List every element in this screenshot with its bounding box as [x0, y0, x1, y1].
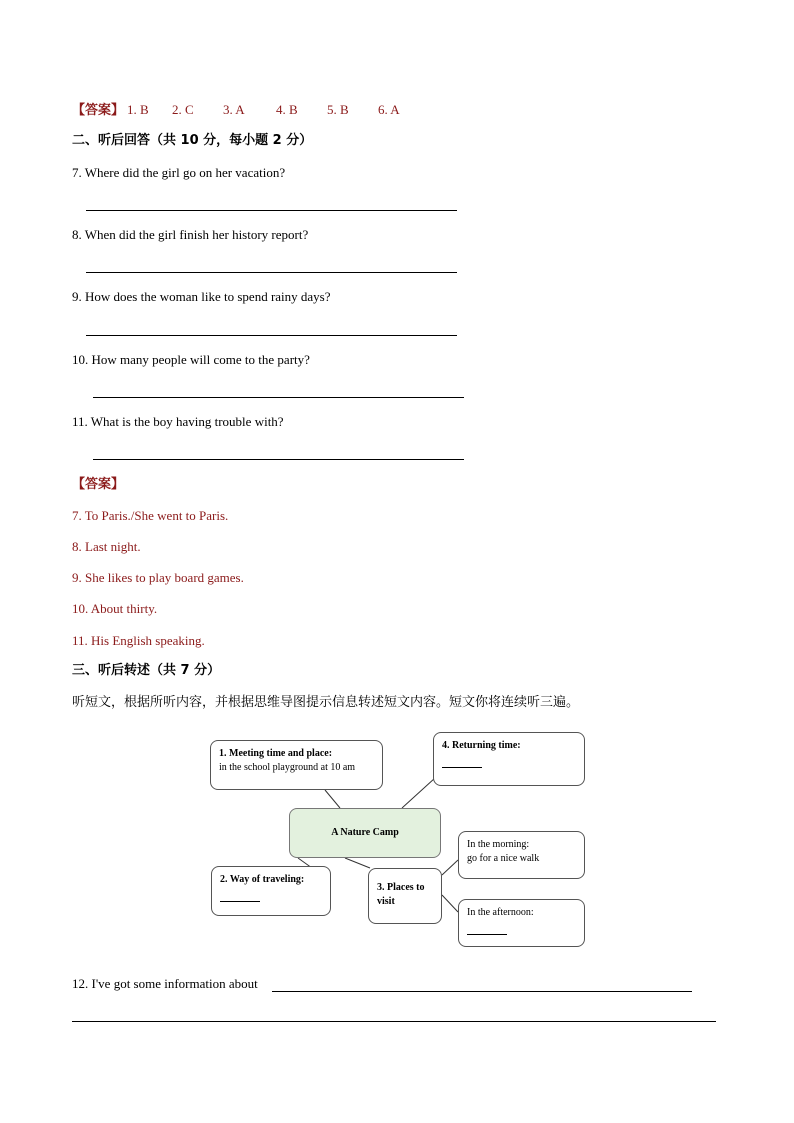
answer-label-2: 【答案】	[72, 477, 125, 492]
mindmap-node-traveling	[211, 866, 331, 916]
answer-item: 6. A	[378, 102, 400, 117]
mindmap-node-morning	[458, 831, 585, 879]
mindmap-node-meeting	[210, 740, 383, 790]
answer-item: 4. B	[276, 102, 298, 117]
question-12: 12. I've got some information about	[72, 976, 258, 991]
morning-title: In the morning:	[467, 839, 530, 850]
node-title: 4. Returning time:	[442, 740, 521, 751]
blank-traveling[interactable]	[220, 891, 260, 902]
answer-10: 10. About thirty.	[72, 601, 158, 616]
question-8: 8. When did the girl finish her history report?	[72, 227, 309, 242]
node-title: 2. Way of traveling:	[220, 874, 305, 885]
mindmap-node-places	[368, 868, 442, 924]
answer-8: 8. Last night.	[72, 539, 141, 554]
question-7: 7. Where did the girl go on her vacation?	[72, 165, 286, 180]
answer-7: 7. To Paris./She went to Paris.	[72, 508, 229, 523]
morning-text: go for a nice walk	[467, 853, 540, 864]
question-9: 9. How does the woman like to spend rainy days?	[72, 289, 331, 304]
node-title: 1. Meeting time and place:	[219, 748, 333, 759]
answer-item: 5. B	[327, 102, 349, 117]
answer-line-12a[interactable]	[272, 991, 692, 992]
question-11: 11. What is the boy having trouble with?	[72, 414, 284, 429]
node-text: in the school playground at 10 am	[219, 762, 356, 773]
mindmap-node-afternoon	[458, 899, 585, 947]
answer-11: 11. His English speaking.	[72, 633, 205, 648]
node-title: 3. Places to visit	[377, 882, 425, 907]
answer-item: 2. C	[172, 102, 194, 117]
center-label: A Nature Camp	[331, 827, 399, 838]
section-2-heading: 二、听后回答（共 10 分，每小题 2 分）	[72, 133, 313, 148]
afternoon-title: In the afternoon:	[467, 907, 534, 918]
answer-line-12b[interactable]	[72, 1021, 716, 1022]
mindmap-node-returning	[433, 732, 585, 786]
answer-9: 9. She likes to play board games.	[72, 570, 244, 585]
section-3-heading: 三、听后转述（共 7 分）	[72, 663, 221, 678]
mindmap-center	[289, 808, 441, 858]
answer-item: 1. B	[127, 102, 149, 117]
answer-label: 【答案】	[72, 103, 125, 118]
blank-afternoon[interactable]	[467, 924, 507, 935]
blank-returning[interactable]	[442, 757, 482, 768]
section-3-instruction: 听短文，根据所听内容，并根据思维导图提示信息转述短文内容。短文你将连续听三遍。	[72, 695, 580, 710]
question-10: 10. How many people will come to the party?	[72, 352, 310, 367]
answer-item: 3. A	[223, 102, 245, 117]
